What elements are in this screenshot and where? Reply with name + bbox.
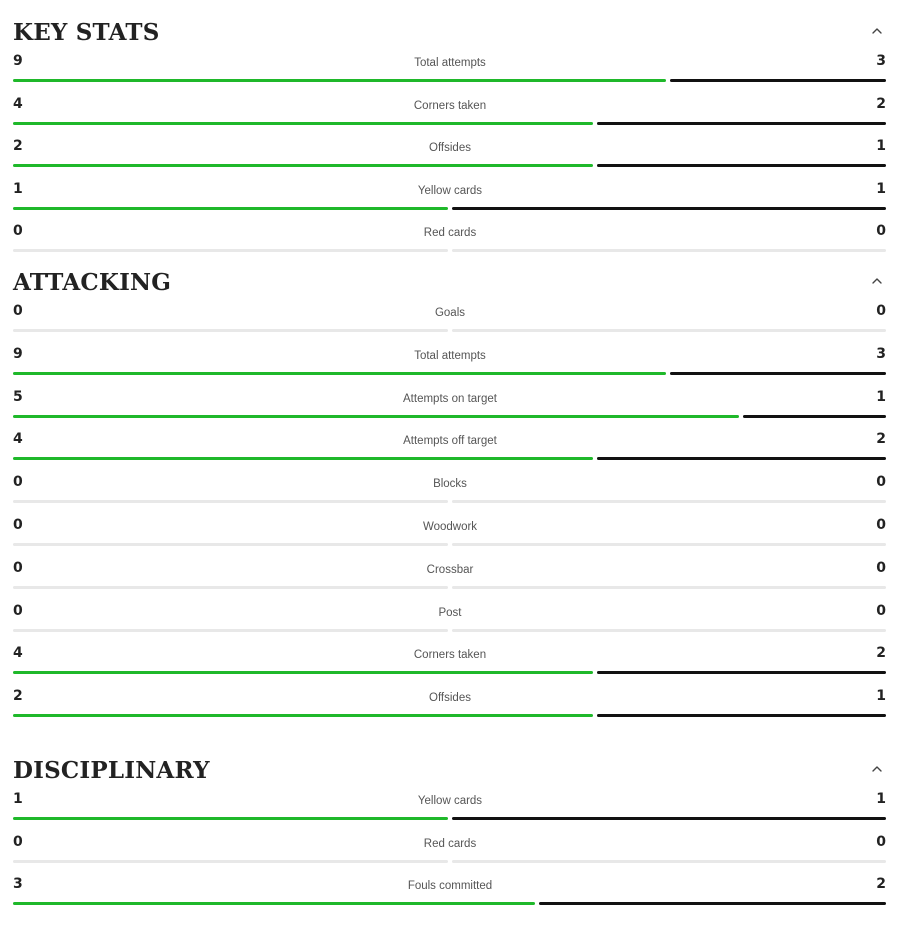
away-value: 3: [876, 345, 886, 362]
home-stat-bar: [13, 671, 593, 674]
away-stat-bar: [452, 860, 886, 863]
stat-label: Yellow cards: [417, 795, 483, 807]
home-value: 4: [13, 645, 23, 662]
stat-row: [0, 790, 900, 833]
stat-label: Corners taken: [413, 99, 487, 112]
stat-label: Goals: [434, 307, 466, 319]
away-stat-bar: [597, 457, 886, 460]
home-stat-bar: [13, 415, 739, 418]
home-value: 2: [13, 138, 23, 155]
stat-row: [0, 52, 900, 95]
home-stat-bar: [13, 500, 448, 503]
stat-row: [0, 516, 900, 559]
stat-row: [0, 95, 900, 138]
away-value: 1: [876, 688, 886, 705]
collapse-section-button[interactable]: [868, 758, 886, 780]
away-stat-bar: [597, 714, 886, 717]
away-value: 2: [876, 95, 886, 112]
home-stat-bar: [13, 457, 593, 460]
away-value: 2: [876, 431, 886, 448]
stat-row: [0, 875, 900, 918]
stat-label: Attempts on target: [403, 392, 497, 405]
home-stat-bar: [13, 817, 448, 820]
away-stat-bar: [670, 372, 886, 375]
away-stat-bar: [597, 671, 886, 674]
away-value: 0: [876, 516, 886, 533]
stat-label: Red cards: [423, 837, 477, 850]
home-stat-bar: [13, 543, 448, 546]
stat-row: [0, 430, 900, 473]
home-value: 3: [13, 876, 23, 893]
away-value: 0: [876, 303, 886, 319]
stat-label: Attempts off target: [403, 435, 497, 448]
chevron-up-icon: [872, 766, 882, 772]
away-value: 0: [876, 602, 886, 619]
home-value: 0: [13, 516, 23, 533]
home-value: 0: [13, 559, 23, 576]
home-stat-bar: [13, 122, 593, 125]
home-value: 4: [13, 95, 23, 112]
stat-row: [0, 345, 900, 388]
home-stat-bar: [13, 860, 448, 863]
stat-row: [0, 833, 900, 876]
chevron-up-icon: [872, 278, 882, 284]
away-stat-bar: [670, 79, 886, 82]
home-stat-bar: [13, 207, 448, 210]
stat-row: [0, 302, 900, 345]
home-value: 0: [13, 602, 23, 619]
stat-label: Yellow cards: [417, 184, 483, 197]
away-stat-bar: [452, 500, 886, 503]
home-stat-bar: [13, 164, 593, 167]
stat-label: Total attempts: [414, 349, 486, 362]
collapse-section-button[interactable]: [868, 20, 886, 42]
stat-label: Offsides: [429, 692, 471, 705]
stat-row: [0, 473, 900, 516]
away-value: 3: [876, 53, 886, 69]
away-value: 2: [876, 645, 886, 662]
away-stat-bar: [743, 415, 886, 418]
stat-label: Blocks: [433, 478, 467, 491]
away-stat-bar: [452, 817, 886, 820]
stat-label: Corners taken: [413, 649, 487, 662]
stat-row: [0, 644, 900, 687]
away-stat-bar: [597, 164, 886, 167]
away-value: 1: [876, 791, 886, 807]
chevron-up-icon: [872, 28, 882, 34]
home-stat-bar: [13, 79, 666, 82]
home-stat-bar: [13, 372, 666, 375]
stat-label: Total attempts: [414, 57, 486, 69]
away-stat-bar: [452, 629, 886, 632]
away-stat-bar: [539, 902, 886, 905]
home-value: 0: [13, 474, 23, 491]
home-stat-bar: [13, 629, 448, 632]
away-stat-bar: [452, 249, 886, 252]
home-value: 0: [13, 833, 23, 850]
stat-row: [0, 222, 900, 265]
home-stat-bar: [13, 714, 593, 717]
stat-label: Post: [438, 606, 462, 619]
collapse-section-button[interactable]: [868, 270, 886, 292]
stat-label: Fouls committed: [407, 880, 493, 893]
away-value: 0: [876, 833, 886, 850]
home-stat-bar: [13, 902, 535, 905]
section-title: KEY STATS: [13, 19, 160, 46]
home-value: 9: [13, 345, 23, 362]
stat-label: Woodwork: [422, 520, 478, 533]
away-value: 0: [876, 474, 886, 491]
away-stat-bar: [452, 543, 886, 546]
stat-row: [0, 137, 900, 180]
away-value: 1: [876, 388, 886, 405]
stat-row: [0, 687, 900, 731]
away-value: 1: [876, 180, 886, 197]
home-stat-bar: [13, 249, 448, 252]
stat-row: [0, 388, 900, 431]
stats-section-key-stats: [0, 18, 900, 265]
away-stat-bar: [452, 586, 886, 589]
home-value: 0: [13, 223, 23, 240]
home-value: 2: [13, 688, 23, 705]
stats-section-attacking: [0, 268, 900, 731]
away-value: 0: [876, 223, 886, 240]
home-value: 0: [13, 303, 23, 319]
stat-row: [0, 559, 900, 602]
stat-row: [0, 602, 900, 645]
home-stat-bar: [13, 586, 448, 589]
away-stat-bar: [452, 207, 886, 210]
home-value: 9: [13, 53, 23, 69]
section-title: DISCIPLINARY: [13, 757, 210, 784]
home-value: 1: [13, 791, 23, 807]
away-value: 0: [876, 559, 886, 576]
stat-label: Red cards: [423, 227, 477, 240]
home-stat-bar: [13, 329, 448, 332]
home-value: 5: [13, 388, 23, 405]
away-value: 1: [876, 138, 886, 155]
section-header: [0, 18, 900, 52]
section-header: [0, 756, 900, 790]
section-title: ATTACKING: [13, 269, 172, 296]
stat-label: Offsides: [429, 142, 471, 155]
stat-row: [0, 180, 900, 223]
away-stat-bar: [597, 122, 886, 125]
away-stat-bar: [452, 329, 886, 332]
away-value: 2: [876, 876, 886, 893]
home-value: 1: [13, 180, 23, 197]
section-header: [0, 268, 900, 302]
stats-section-disciplinary: [0, 756, 900, 918]
stat-label: Crossbar: [426, 563, 474, 576]
home-value: 4: [13, 431, 23, 448]
